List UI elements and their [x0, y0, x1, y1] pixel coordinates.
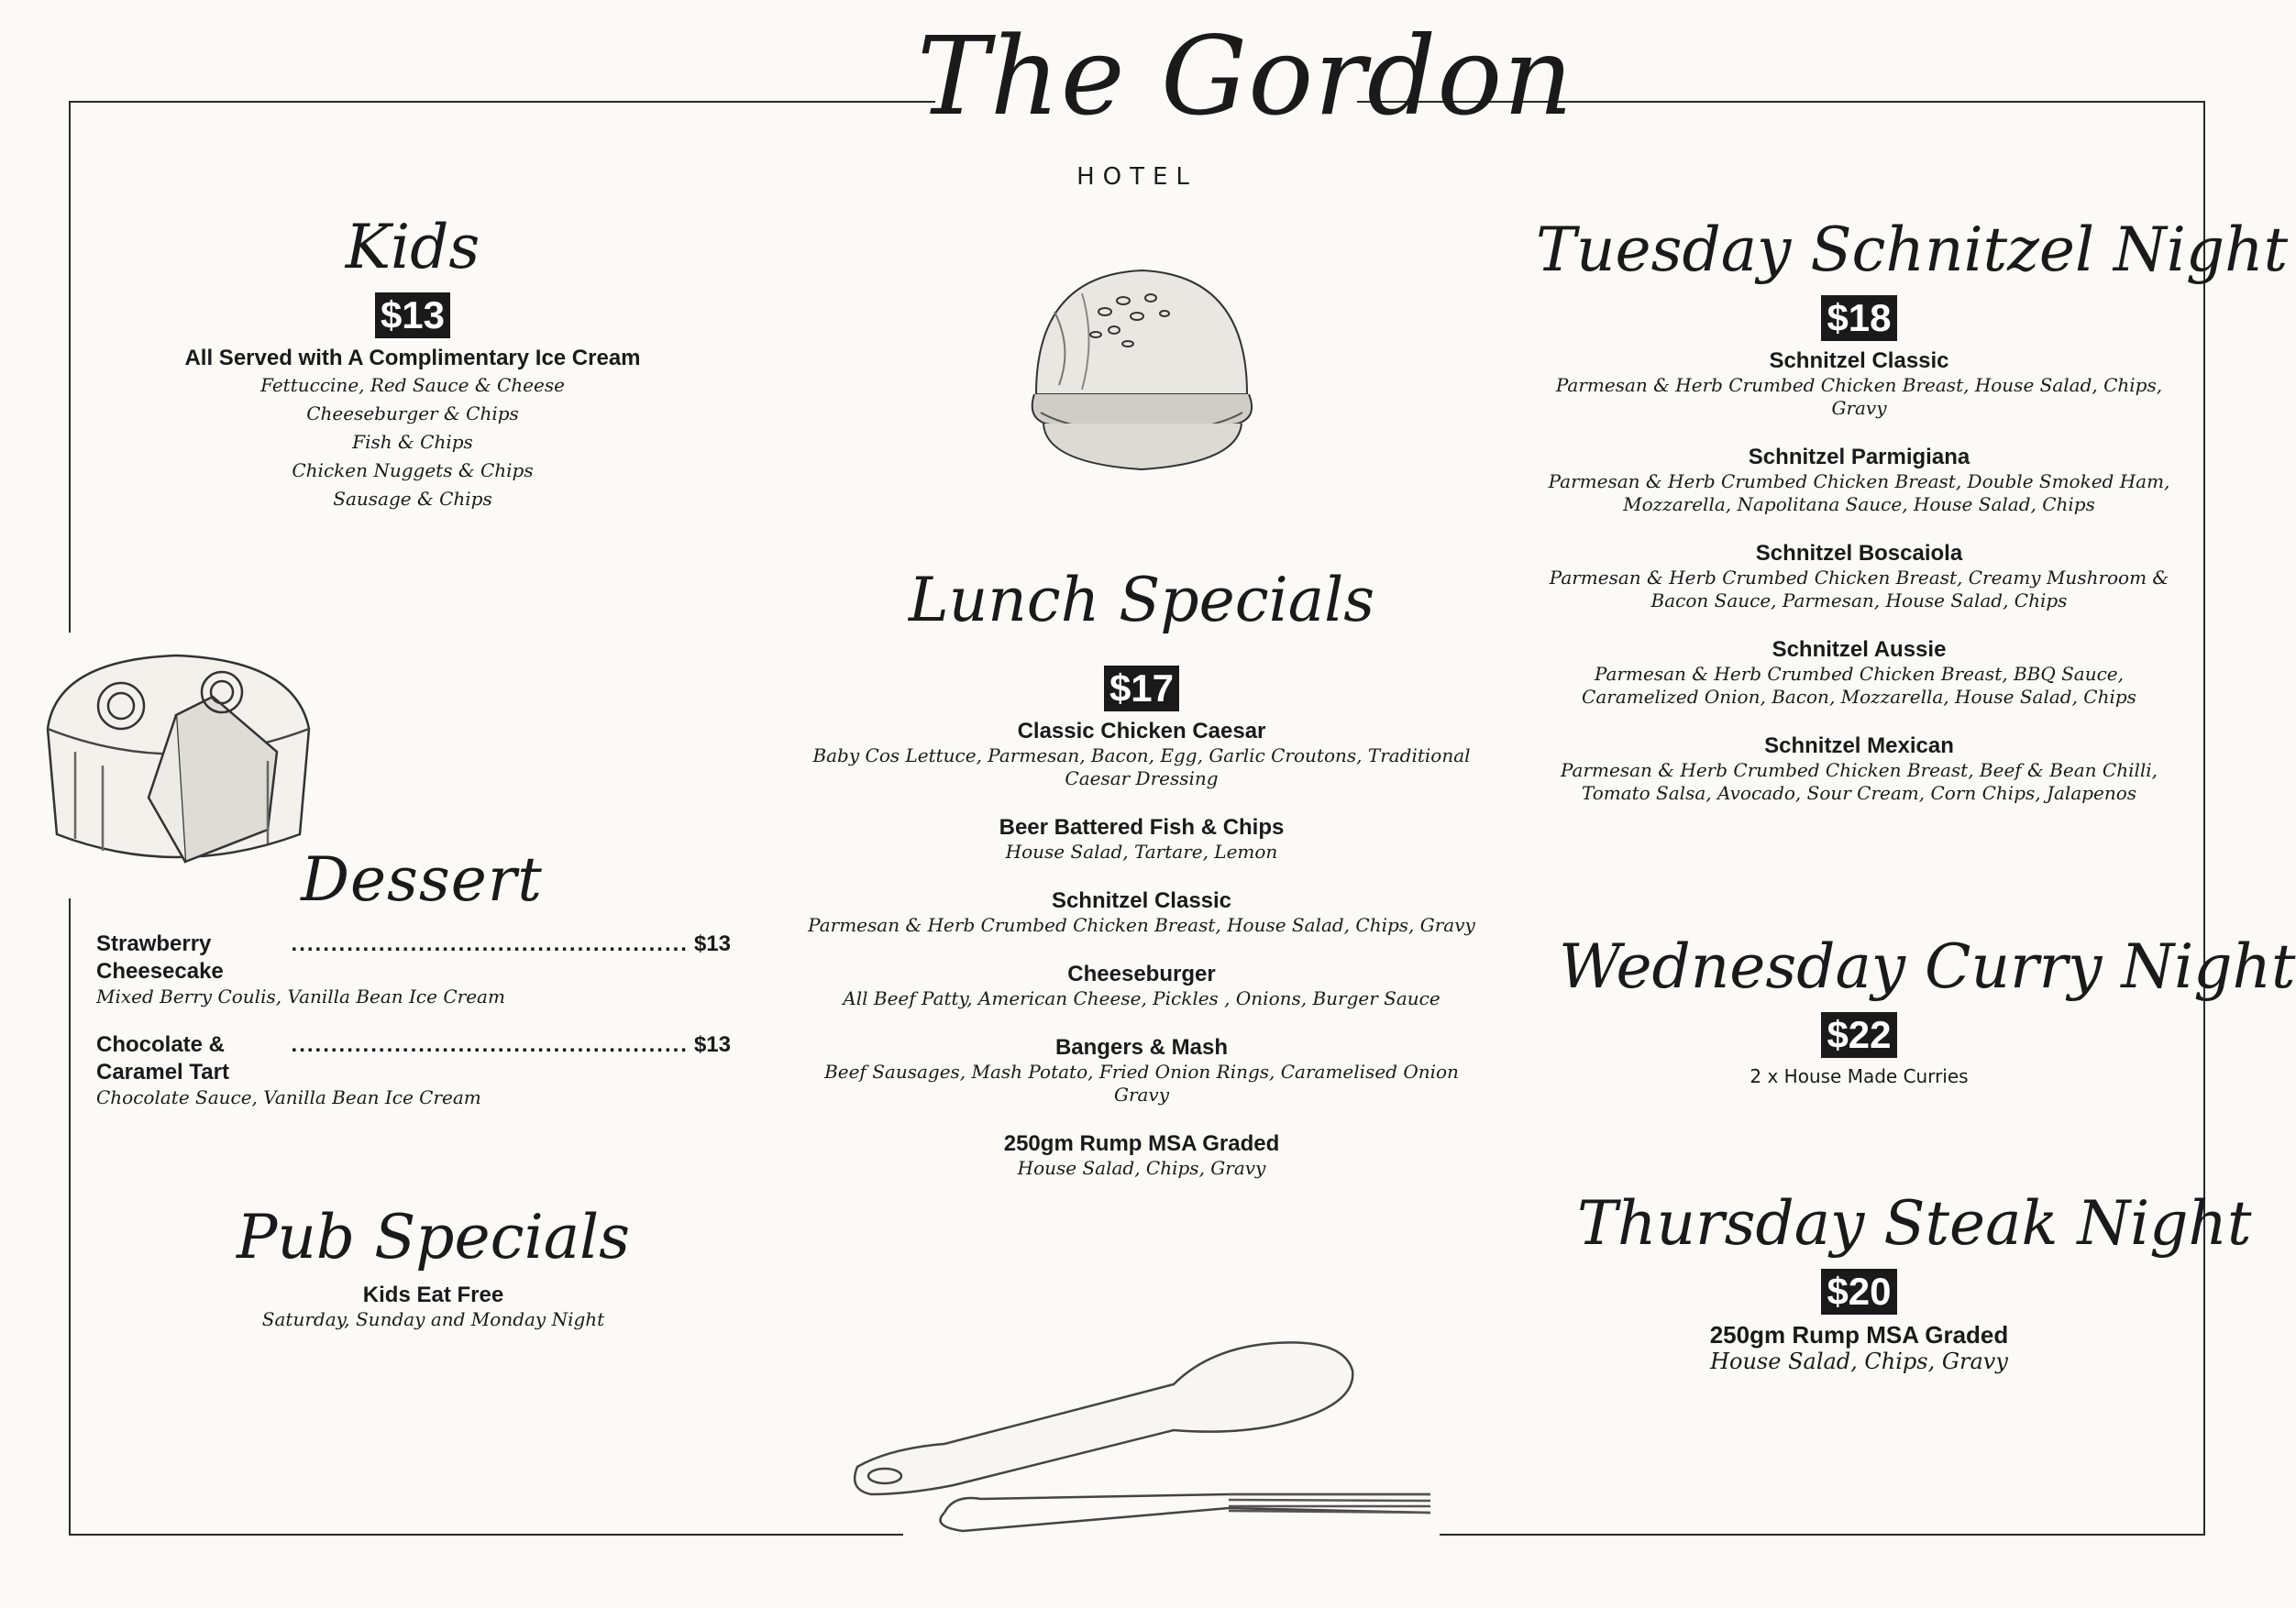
kids-title: Kids [345, 212, 480, 282]
pub-specials-title: Pub Specials [236, 1202, 631, 1272]
dessert-item-leader: .................................................. [291, 931, 689, 956]
wednesday-price: $22 [1821, 1012, 1896, 1058]
thursday-steak-section [1577, 1183, 2252, 1375]
lunch-item-desc: Baby Cos Lettuce, Parmesan, Bacon, Egg, Garlic Croutons, Traditional Caesar Dressing [812, 744, 1471, 789]
tuesday-item-name: Schnitzel Mexican [1764, 733, 1954, 758]
lunch-item-desc: House Salad, Chips, Gravy [1017, 1157, 1266, 1179]
wednesday-curry-section [1559, 926, 2296, 1088]
lunch-item [807, 962, 1476, 1010]
lunch-item-desc: Parmesan & Herb Crumbed Chicken Breast, House Salad, Chips, Gravy [808, 914, 1475, 936]
kids-item: Sausage & Chips [333, 488, 492, 510]
lunch-item [807, 1035, 1476, 1107]
dessert-item-price: $13 [693, 931, 731, 956]
tuesday-price: $18 [1821, 295, 1896, 341]
burger-illustration [1018, 257, 1265, 481]
tuesday-schnitzel-section [1536, 209, 2289, 830]
lunch-item-name: Schnitzel Classic [1051, 888, 1232, 913]
kids-headline: All Served with A Complimentary Ice Cream [184, 346, 641, 370]
lunch-item-desc: House Salad, Tartare, Lemon [1005, 841, 1278, 863]
pub-specials-item-name: Kids Eat Free [362, 1283, 504, 1307]
tuesday-item [1536, 541, 2182, 612]
tuesday-item-desc: Parmesan & Herb Crumbed Chicken Breast, Double Smoked Ham, Mozzarella, Napolitana Sauce, House Salad, Chips [1548, 470, 2170, 515]
lunch-item-desc: All Beef Patty, American Cheese, Pickles , Onions, Burger Sauce [843, 987, 1441, 1009]
kids-item: Fettuccine, Red Sauce & Cheese [260, 374, 565, 396]
lunch-item-name: 250gm Rump MSA Graded [1003, 1131, 1280, 1156]
tuesday-item-name: Schnitzel Boscaiola [1755, 541, 1963, 566]
dessert-item-row [96, 931, 731, 986]
dessert-item-name: Strawberry Cheesecake [96, 931, 224, 984]
dessert-item-row [96, 1031, 731, 1086]
tuesday-item-desc: Parmesan & Herb Crumbed Chicken Breast, House Salad, Chips, Gravy [1555, 374, 2163, 419]
tuesday-item-name: Schnitzel Parmigiana [1748, 445, 1970, 469]
pub-specials-item-desc: Saturday, Sunday and Monday Night [261, 1308, 605, 1330]
kids-item: Chicken Nuggets & Chips [292, 459, 534, 481]
kids-section [160, 206, 665, 513]
thursday-item-desc: House Salad, Chips, Gravy [1710, 1349, 2008, 1374]
kids-item: Fish & Chips [352, 431, 473, 453]
dessert-item-desc: Chocolate Sauce, Vanilla Bean Ice Cream [96, 1086, 481, 1108]
lunch-item-name: Bangers & Mash [1054, 1035, 1229, 1060]
brand-subtitle: HOTEL [1076, 163, 1198, 191]
thursday-item-name: 250gm Rump MSA Graded [1709, 1321, 2009, 1349]
thursday-price: $20 [1821, 1269, 1896, 1315]
dessert-item-name: Chocolate & Caramel Tart [96, 1032, 229, 1085]
dessert-title: Dessert [301, 844, 543, 915]
kids-item: Cheeseburger & Chips [306, 402, 519, 424]
thursday-title: Thursday Steak Night [1577, 1188, 2252, 1259]
lunch-specials-title: Lunch Specials [908, 565, 1375, 635]
lunch-specials-price: $17 [1104, 666, 1179, 711]
tuesday-item-desc: Parmesan & Herb Crumbed Chicken Breast, BBQ Sauce, Caramelized Onion, Bacon, Mozzarella, House Salad, Chips [1582, 663, 2136, 708]
lunch-item [807, 1131, 1476, 1180]
dessert-item-price: $13 [693, 1032, 731, 1057]
tuesday-item-name: Schnitzel Classic [1769, 348, 1949, 373]
dessert-item-desc: Mixed Berry Coulis, Vanilla Bean Ice Cream [96, 986, 505, 1008]
brand-name: The Gordon [917, 13, 1574, 139]
lunch-item [807, 888, 1476, 937]
lunch-item [807, 815, 1476, 864]
wednesday-item-desc: 2 x House Made Curries [1750, 1065, 1969, 1087]
cutlery-illustration [844, 1329, 1430, 1540]
lunch-specials-section [807, 559, 1476, 1205]
tuesday-item [1536, 445, 2182, 516]
dessert-list [96, 931, 731, 1132]
wednesday-title: Wednesday Curry Night [1559, 931, 2296, 1002]
tuesday-item-desc: Parmesan & Herb Crumbed Chicken Breast, Creamy Mushroom & Bacon Sauce, Parmesan, House Salad, Chips [1549, 567, 2169, 611]
tuesday-item [1536, 637, 2182, 709]
lunch-item-name: Beer Battered Fish & Chips [999, 815, 1285, 840]
tuesday-item [1536, 348, 2182, 420]
lunch-item-name: Cheeseburger [1067, 962, 1216, 986]
tuesday-item-name: Schnitzel Aussie [1772, 637, 1947, 662]
lunch-item [807, 719, 1476, 790]
kids-price: $13 [375, 292, 450, 338]
tuesday-item-desc: Parmesan & Herb Crumbed Chicken Breast, Beef & Bean Chilli, Tomato Salsa, Avocado, Sour Cream, Corn Chips, Jalapenos [1560, 759, 2158, 804]
lunch-item-name: Classic Chicken Caesar [1017, 719, 1266, 743]
pub-specials-section [183, 1196, 683, 1331]
lunch-item-desc: Beef Sausages, Mash Potato, Fried Onion Rings, Caramelised Onion Gravy [824, 1061, 1459, 1106]
tuesday-item [1536, 733, 2182, 805]
dessert-item-leader: .................................................. [291, 1032, 689, 1057]
tuesday-title: Tuesday Schnitzel Night [1536, 215, 2289, 285]
